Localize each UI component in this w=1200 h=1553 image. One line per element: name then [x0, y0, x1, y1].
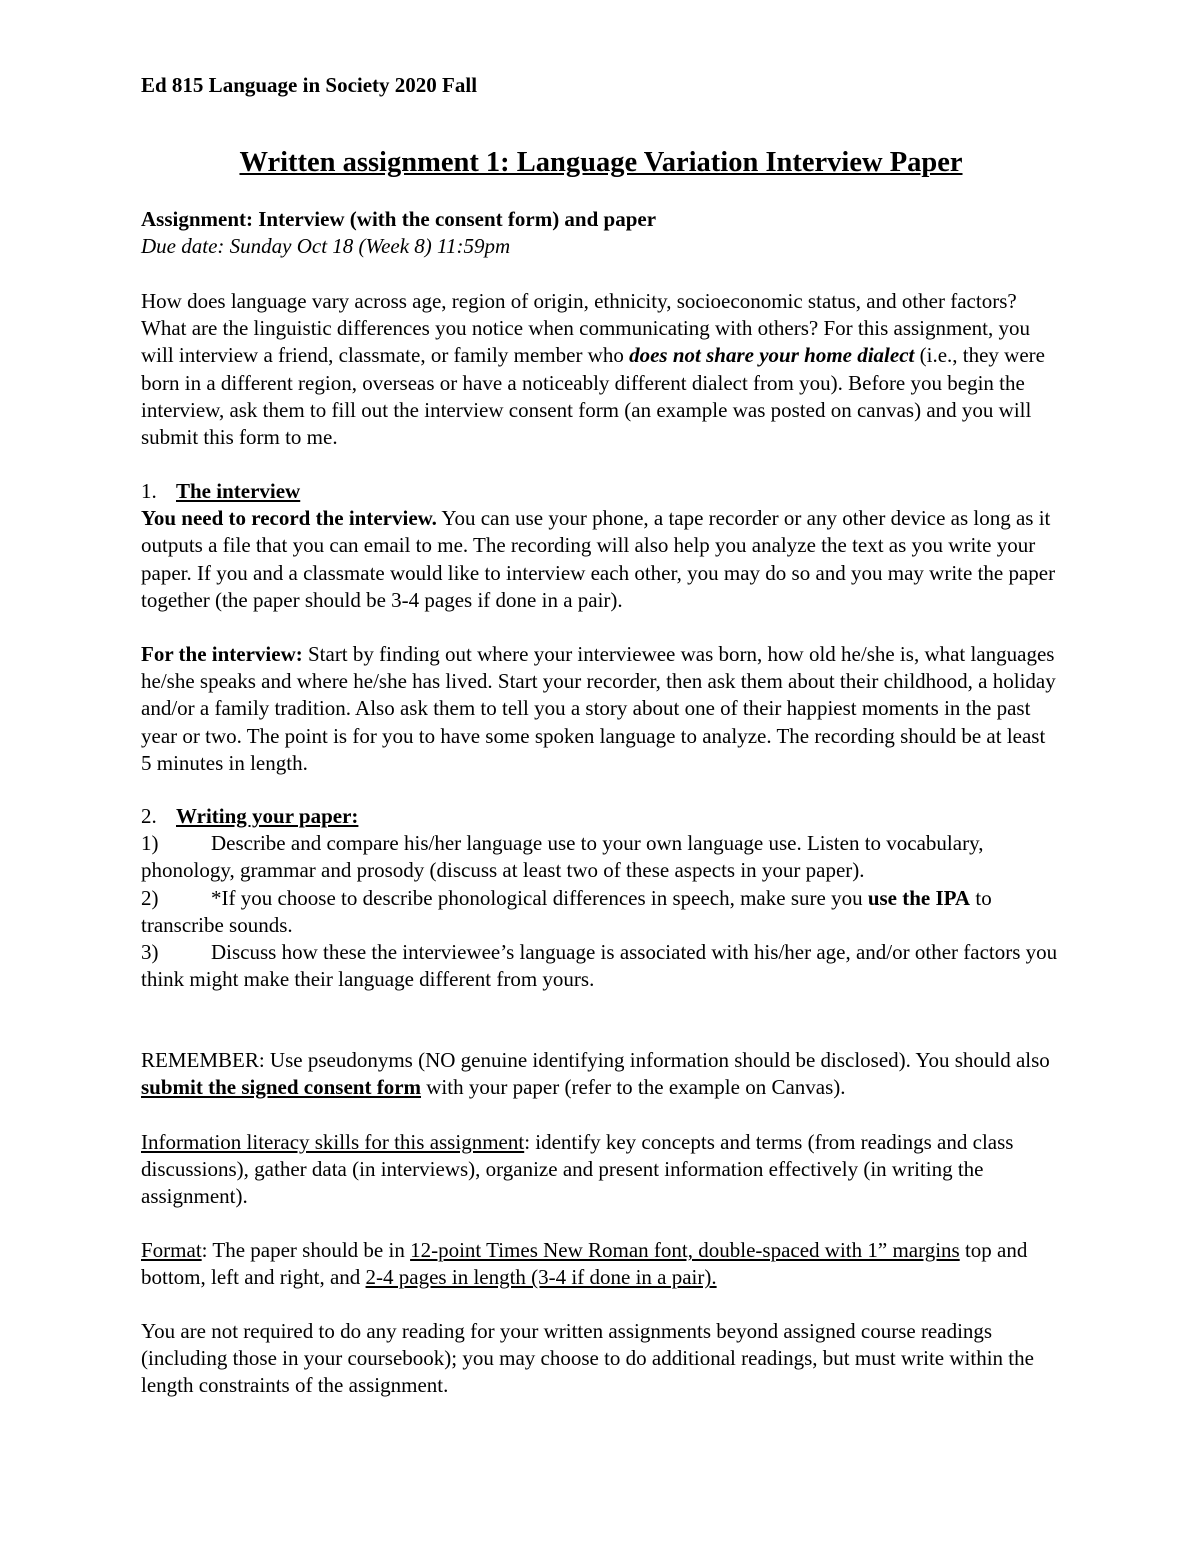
section-writing [141, 803, 1061, 993]
document-page [141, 72, 1061, 1398]
section2-heading: Writing your paper: [176, 804, 359, 828]
section1-body [141, 505, 1061, 614]
remember-part2: with your paper (refer to the example on Canvas). [421, 1075, 846, 1100]
list-item-number: 3) [141, 940, 159, 965]
format-emphasis-2: 2-4 pages in length (3-4 if done in a pair). [365, 1265, 717, 1290]
format-part2: top and bottom, left and right, and [141, 1238, 1028, 1290]
closing-paragraph [141, 1318, 1061, 1400]
interview-text [141, 641, 1061, 777]
intro-paragraph [141, 288, 1061, 451]
format-text [141, 1237, 1061, 1291]
list-item-text: Describe and compare his/her language use to your own language use. Listen to vocabulary, phonology, grammar and prosody (discuss at least two of these aspects in your paper). [141, 831, 984, 883]
section2-number: 2. [141, 804, 157, 828]
list-item-text: *If you choose to describe phonological differences in speech, make sure you [211, 885, 868, 910]
section1-number: 1. [141, 479, 157, 503]
remember-paragraph [141, 1047, 1061, 1101]
intro-text [141, 288, 1061, 451]
interview-lead: For the interview: [141, 642, 303, 666]
literacy-label: Information literacy skills for this assignment [141, 1130, 525, 1154]
literacy-text [141, 1129, 1061, 1211]
list-item-bold: use the IPA [867, 885, 971, 910]
interview-instructions [141, 641, 1061, 777]
list-item [141, 830, 1061, 884]
intro-emphasis: does not share your home dialect [629, 343, 915, 368]
page-title: Written assignment 1: Language Variation Interview Paper [239, 147, 963, 178]
section2-heading-line [141, 803, 1061, 830]
literacy-body: : identify key concepts and terms (from readings and class discussions), gather data (in interviews), organize and present information effectively (in writing the assignment). [141, 1130, 1014, 1209]
format-label: Format [141, 1238, 202, 1262]
intro-part2: (i.e., they were born in a different region, overseas or have a noticeably different dialect from you). Before you begin the interview, ask them to fill out the interview consent form (an example was posted on canvas) and you will submit this form to me. [141, 343, 1045, 450]
format-part1: : The paper should be in [201, 1238, 411, 1262]
section-interview [141, 478, 1061, 614]
closing-text: You are not required to do any reading for your written assignments beyond assigned course readings (including those in your coursebook); you may choose to do additional readings, but must write within the length constraints of the assignment. [141, 1319, 1034, 1398]
section1-heading: The interview [176, 479, 301, 503]
section1-text: You can use your phone, a tape recorder or any other device as long as it outputs a file that you can email to me. The recording will also help you analyze the text as you write your paper. If you and a classmate would like to interview each other, you may do so and you may write the paper together (the paper should be 3-4 pages if done in a pair). [141, 506, 1056, 612]
remember-text [141, 1047, 1061, 1101]
list-item-text: Discuss how these the interviewee’s language is associated with his/her age, and/or other factors you think might make their language different from yours. [141, 940, 1058, 992]
list-item-number: 2) [141, 885, 159, 910]
intro-part1: How does language vary across age, region of origin, ethnicity, socioeconomic status, and other factors? What are the linguistic differences you notice when communicating with others? For this assignment, you will interview a friend, classmate, or family member who [141, 289, 1030, 368]
format-paragraph [141, 1237, 1061, 1291]
interview-body: Start by finding out where your interviewee was born, how old he/she is, what languages he/she speaks and where he/she has lived. Start your recorder, then ask them about their childhood, a holiday and/or a family tradition. Also ask them to tell you a story about one of their happiest moments in the past year or two. The point is for you to have some spoken language to analyze. The recording should be at least 5 minutes in length. [141, 642, 1056, 775]
course-header: Ed 815 Language in Society 2020 Fall [141, 73, 478, 97]
remember-part1: REMEMBER: Use pseudonyms (NO genuine identifying information should be disclosed). You should also [141, 1048, 1050, 1072]
list-item [141, 885, 1061, 939]
list-item-text: to transcribe sounds. [141, 885, 992, 937]
section1-heading-line [141, 478, 1061, 505]
section1-lead: You need to record the interview. [141, 506, 437, 531]
format-emphasis-1: 12-point Times New Roman font, double-spaced with 1” margins [410, 1238, 960, 1262]
due-date: Due date: Sunday Oct 18 (Week 8) 11:59pm [141, 234, 511, 259]
list-item-number: 1) [141, 831, 159, 856]
assignment-label: Assignment: Interview (with the consent form) and paper [141, 207, 657, 231]
remember-emphasis: submit the signed consent form [141, 1075, 422, 1100]
literacy-paragraph [141, 1129, 1061, 1211]
list-item [141, 939, 1061, 993]
assignment-info [141, 206, 1061, 260]
